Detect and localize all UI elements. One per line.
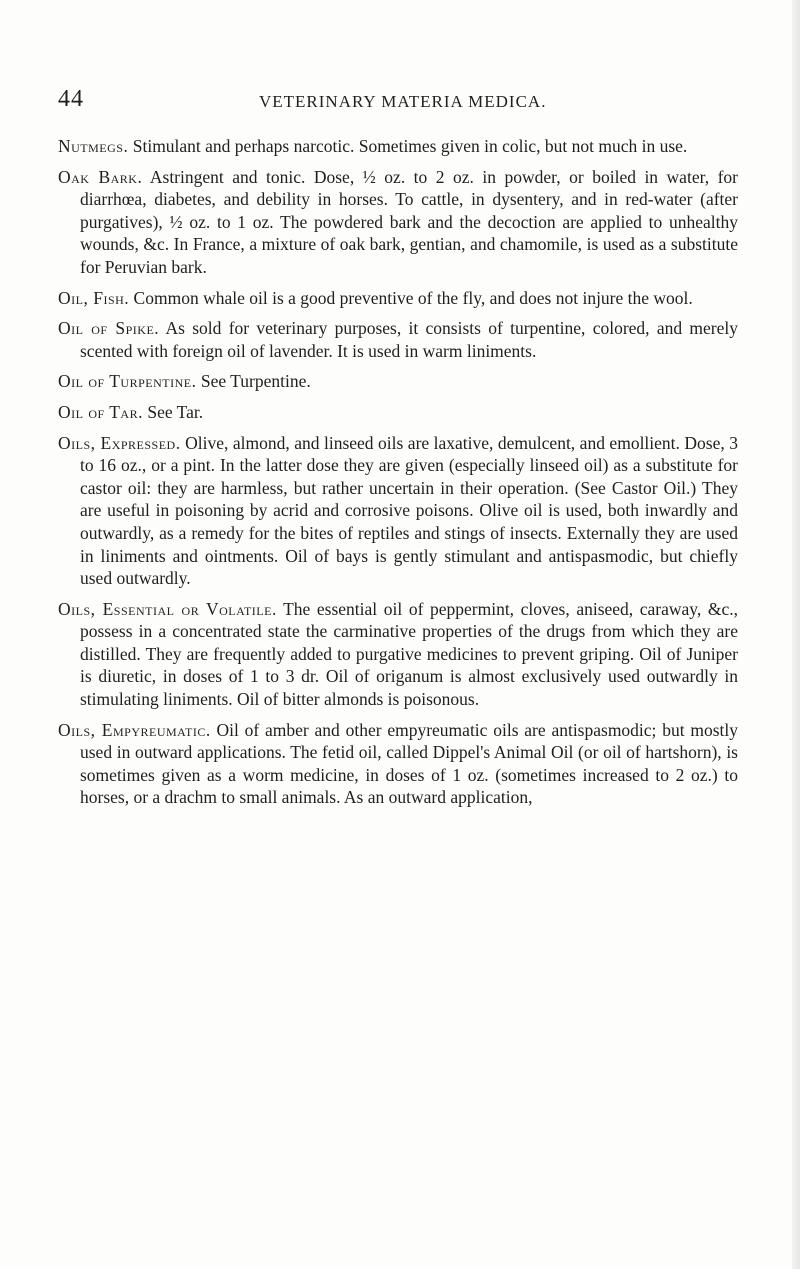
- entry-text: See Turpentine.: [200, 371, 311, 392]
- entry-nutmegs: [58, 135, 738, 158]
- entry-text: Stimulant and perhaps narcotic. Sometimes given in colic, but not much in use.: [132, 136, 688, 156]
- entry-term: Oils, Empyreumatic.: [58, 719, 211, 740]
- entry-term: Oak Bark.: [58, 166, 143, 187]
- entry-oil-of-spike: [58, 317, 738, 362]
- entry-oil-of-tar: [58, 401, 738, 424]
- entry-text: The essential oil of peppermint, cloves, aniseed, caraway, &c., possess in a concentrated state the carminative properties of the drugs from which they are distilled. They are frequently added to purgative medicines to prevent griping. Oil of Juniper is diuretic, in doses of 1 to 3 dr. Oil of origanum is almost exclusively used outwardly in stimulating liniments. Oil of bitter almonds is poisonous.: [80, 598, 738, 710]
- entry-oil-fish: [58, 287, 738, 310]
- entry-oak-bark: [58, 166, 738, 279]
- page-edge-shadow: [792, 0, 800, 1269]
- entry-oils-expressed: [58, 432, 738, 590]
- entry-term: Oil, Fish.: [58, 287, 130, 308]
- entry-oils-empyreumatic: [58, 719, 738, 809]
- entry-term: Oils, Essential or Volatile.: [58, 598, 277, 619]
- entry-text: As sold for veterinary purposes, it consists of turpentine, colored, and merely scented with foreign oil of lavender. It is used in warm liniments.: [80, 318, 738, 361]
- entry-term: Oil of Spike.: [58, 318, 160, 339]
- entry-text: See Tar.: [147, 401, 204, 422]
- entry-text: Common whale oil is a good preventive of the fly, and does not injure the wool.: [133, 287, 693, 308]
- entry-term: Oils, Expressed.: [58, 432, 181, 453]
- page-number: 44: [58, 86, 84, 112]
- entry-text: Astringent and tonic. Dose, ½ oz. to 2 oz. in powder, or boiled in water, for diarrhœa, diabetes, and debility in horses. To cattle, in dysentery, and in red-water (after purgatives), ½ oz. to 1 oz. The powdered bark and the decoction are applied to unhealthy wounds, &c. In France, a mixture of oak bark, gentian, and chamomile, is used as a substitute for Peruvian bark.: [80, 166, 738, 277]
- entry-oils-essential: [58, 598, 738, 711]
- entry-list: [58, 135, 738, 817]
- entry-term: Oil of Turpentine.: [58, 371, 197, 392]
- entry-term: Oil of Tar.: [58, 401, 143, 422]
- entry-text: Oil of amber and other empyreumatic oils are antispasmodic; but mostly used in outward applications. The fetid oil, called Dippel's Animal Oil (or oil of hartshorn), is sometimes given as a worm medicine, in doses of 1 oz. (sometimes increased to 2 oz.) to horses, or a drachm to small animals. As an outward application,: [80, 719, 739, 808]
- entry-text: Olive, almond, and linseed oils are laxative, demulcent, and emollient. Dose, 3 to 16 oz., or a pint. In the latter dose they are given (especially linseed oil) as a substitute for castor oil: they are harmless, but rather uncertain in their operation. (See Castor Oil.) They are useful in poisoning by acrid and corrosive poisons. Olive oil is used, both inwardly and outwardly, as a remedy for the bites of reptiles and stings of insects. Externally they are used in liniments and ointments. Oil of bays is gently stimulant and antispasmodic, but chiefly used outwardly.: [80, 432, 738, 589]
- running-title: VETERINARY MATERIA MEDICA.: [259, 92, 547, 111]
- entry-oil-of-turpentine: [58, 370, 738, 393]
- entry-term: Nutmegs.: [58, 136, 129, 156]
- page-header: [58, 86, 738, 120]
